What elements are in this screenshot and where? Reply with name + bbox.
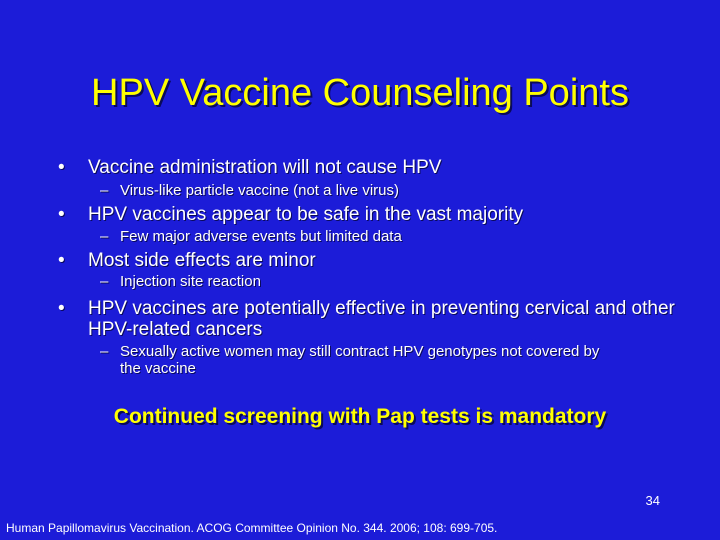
citation: Human Papillomavirus Vaccination. ACOG Committee Opinion No. 344. 2006; 108: 699-705. — [6, 521, 498, 535]
page-number: 34 — [645, 493, 660, 508]
bullet-item — [58, 157, 698, 178]
sub-bullet-item — [100, 182, 660, 199]
emphasis-statement: Continued screening with Pap tests is mandatory — [113, 405, 607, 428]
bullet-icon: • — [58, 298, 65, 319]
bullet-icon: • — [58, 204, 65, 225]
dash-icon: – — [100, 273, 109, 290]
bullet-icon: • — [58, 250, 65, 271]
sub-bullet-item — [100, 228, 660, 245]
bullet-icon: • — [58, 157, 65, 178]
bullet-item — [58, 298, 698, 340]
dash-icon: – — [100, 228, 109, 245]
sub-bullet-text: Few major adverse events but limited data — [120, 228, 402, 245]
bullet-item — [58, 250, 698, 271]
dash-icon: – — [100, 182, 109, 199]
bullet-text: Vaccine administration will not cause HPV — [88, 157, 442, 178]
sub-bullet-text: Virus-like particle vaccine (not a live virus) — [120, 182, 399, 199]
sub-bullet-item — [100, 343, 620, 377]
bullet-item — [58, 204, 698, 225]
dash-icon: – — [100, 343, 109, 360]
sub-bullet-text: Injection site reaction — [120, 273, 261, 290]
sub-bullet-text: Sexually active women may still contract HPV genotypes not covered by the vaccine — [120, 343, 600, 377]
slide-title: HPV Vaccine Counseling Points — [91, 72, 629, 114]
bullet-text: HPV vaccines appear to be safe in the vast majority — [88, 204, 524, 225]
bullet-text: Most side effects are minor — [88, 250, 316, 271]
bullet-text: HPV vaccines are potentially effective in preventing cervical and other HPV-related cancers — [88, 298, 675, 340]
sub-bullet-item — [100, 273, 660, 290]
